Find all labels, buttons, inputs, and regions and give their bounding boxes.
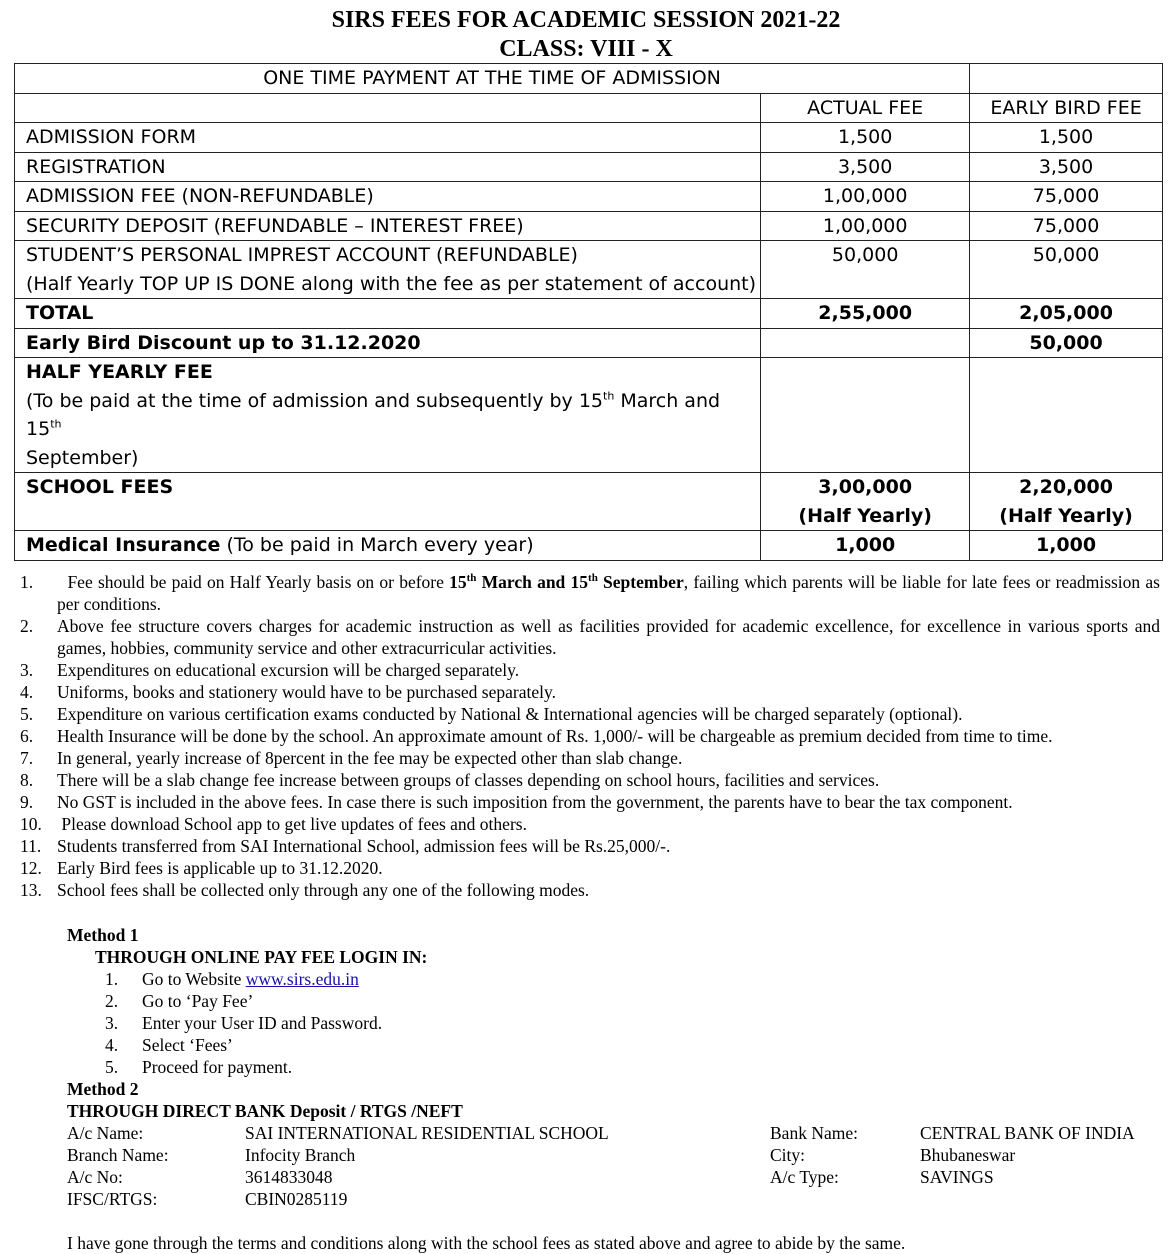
half-yearly-row — [15, 358, 1163, 473]
fee-label: SECURITY DEPOSIT (REFUNDABLE – INTEREST FREE) — [15, 211, 761, 241]
bank-detail-row: Branch Name: Infocity Branch — [67, 1145, 356, 1165]
early-bird-fee-header: EARLY BIRD FEE — [970, 93, 1163, 123]
bank-detail-row: A/c No: 3614833048 — [67, 1167, 333, 1187]
early-bird-fee-value: 75,000 — [970, 211, 1163, 241]
discount-actual-value — [761, 328, 970, 358]
list-item: 4. Uniforms, books and stationery would have to be purchased separately. — [20, 682, 556, 702]
table-row — [15, 152, 1163, 182]
method2-title: Method 2 — [67, 1079, 139, 1099]
table-row — [15, 211, 1163, 241]
early-bird-fee-value: 50,000 — [970, 241, 1163, 299]
bank-detail-row: A/c Name: SAI INTERNATIONAL RESIDENTIAL SCHOOL — [67, 1123, 609, 1143]
fee-label: REGISTRATION — [15, 152, 761, 182]
fee-table — [14, 63, 1163, 561]
medical-actual-value: 1,000 — [761, 531, 970, 561]
one-time-payment-header: ONE TIME PAYMENT AT THE TIME OF ADMISSION — [15, 64, 970, 94]
early-bird-fee-value: 75,000 — [970, 182, 1163, 212]
document-title: SIRS FEES FOR ACADEMIC SESSION 2021-22 — [331, 7, 841, 33]
list-item: 12. Early Bird fees is applicable up to 31.12.2020. — [20, 858, 383, 878]
actual-fee-value: 1,00,000 — [761, 211, 970, 241]
list-item: 1. Go to Website www.sirs.edu.in — [105, 969, 359, 989]
bank-detail-row: City: Bhubaneswar — [770, 1145, 1016, 1165]
list-item: 6. Health Insurance will be done by the school. An approximate amount of Rs. 1,000/- will be chargeable as premium decided from time to time. — [20, 726, 1053, 746]
list-item: 2. Above fee structure covers charges for academic instruction as well as facilities provided for academic excellence, for excellence in various sports and games, hobbies, community service and other extracurricular activities. — [20, 616, 1160, 658]
medical-early-value: 1,000 — [970, 531, 1163, 561]
early-bird-fee-value: 3,500 — [970, 152, 1163, 182]
website-link[interactable]: www.sirs.edu.in — [245, 969, 359, 989]
list-item: 5. Expenditure on various certification exams conducted by National & International agencies will be charged separately (optional). — [20, 704, 963, 724]
method1-heading: THROUGH ONLINE PAY FEE LOGIN IN: — [95, 947, 428, 967]
total-row — [15, 299, 1163, 329]
school-fees-label: SCHOOL FEES — [15, 473, 761, 531]
discount-label: Early Bird Discount up to 31.12.2020 — [15, 328, 761, 358]
table-row — [15, 182, 1163, 212]
imprest-label: STUDENT’S PERSONAL IMPREST ACCOUNT (REFUNDABLE) — [26, 244, 578, 266]
declaration-text: I have gone through the terms and conditions along with the school fees as stated above and agree to abide by the same. — [67, 1233, 906, 1253]
table-header-row — [15, 64, 1163, 94]
imprest-note: (Half Yearly TOP UP IS DONE along with the fee as per statement of account) — [26, 272, 757, 295]
half-yearly-note: (To be paid at the time of admission and subsequently by 15th March and 15th — [26, 389, 721, 440]
discount-early-value: 50,000 — [970, 328, 1163, 358]
table-row — [15, 241, 1163, 299]
total-label: TOTAL — [15, 299, 761, 329]
actual-fee-value: 1,500 — [761, 123, 970, 153]
class-subtitle: CLASS: VIII - X — [499, 36, 673, 62]
list-item: 9. No GST is included in the above fees. In case there is such imposition from the government, the parents have to bear the tax component. — [20, 792, 1013, 812]
online-payment-steps — [105, 968, 382, 1078]
fee-label — [15, 241, 761, 299]
early-bird-fee-value: 1,500 — [970, 123, 1163, 153]
total-actual-value: 2,55,000 — [761, 299, 970, 329]
list-item: 3. Enter your User ID and Password. — [105, 1013, 383, 1033]
list-item: 3. Expenditures on educational excursion will be charged separately. — [20, 660, 520, 680]
bank-details-right — [770, 1122, 1135, 1188]
actual-fee-value: 3,500 — [761, 152, 970, 182]
bank-detail-row: Bank Name: CENTRAL BANK OF INDIA — [770, 1123, 1135, 1143]
medical-row — [15, 531, 1163, 561]
list-item: 4. Select ‘Fees’ — [105, 1035, 233, 1055]
school-fees-row — [15, 473, 1163, 531]
method1-title: Method 1 — [67, 925, 139, 945]
list-item: 13. School fees shall be collected only through any one of the following modes. — [20, 880, 590, 900]
actual-fee-value: 1,00,000 — [761, 182, 970, 212]
list-item: 11. Students transferred from SAI International School, admission fees will be Rs.25,000/-. — [20, 836, 671, 856]
actual-fee-value: 50,000 — [761, 241, 970, 299]
list-item: 2. Go to ‘Pay Fee’ — [105, 991, 254, 1011]
discount-row — [15, 328, 1163, 358]
list-item: 8. There will be a slab change fee increase between groups of classes depending on school hours, facilities and services. — [20, 770, 880, 790]
school-fees-early: 2,20,000 (Half Yearly) — [970, 473, 1163, 531]
method2-heading: THROUGH DIRECT BANK Deposit / RTGS /NEFT — [67, 1101, 463, 1121]
half-yearly-label: HALF YEARLY FEE — [26, 361, 213, 383]
medical-label: Medical Insurance (To be paid in March every year) — [15, 531, 761, 561]
fee-label: ADMISSION FEE (NON-REFUNDABLE) — [15, 182, 761, 212]
table-row — [15, 123, 1163, 153]
half-yearly-note-end: September) — [26, 446, 139, 469]
list-item: 1. Fee should be paid on Half Yearly basis on or before 15th March and 15th September, failing which parents will be liable for late fees or readmission as per conditions. — [20, 572, 1160, 614]
fee-label: ADMISSION FORM — [15, 123, 761, 153]
terms-list — [20, 571, 1160, 901]
column-header-row — [15, 93, 1163, 123]
list-item: 5. Proceed for payment. — [105, 1057, 293, 1077]
total-early-value: 2,05,000 — [970, 299, 1163, 329]
bank-detail-row: IFSC/RTGS: CBIN0285119 — [67, 1189, 348, 1209]
actual-fee-header: ACTUAL FEE — [761, 93, 970, 123]
bank-details-left — [67, 1122, 609, 1210]
school-fees-actual: 3,00,000 (Half Yearly) — [761, 473, 970, 531]
bank-detail-row: A/c Type: SAVINGS — [770, 1167, 994, 1187]
list-item: 10. Please download School app to get live updates of fees and others. — [20, 814, 527, 834]
list-item: 7. In general, yearly increase of 8percent in the fee may be expected other than slab change. — [20, 748, 683, 768]
